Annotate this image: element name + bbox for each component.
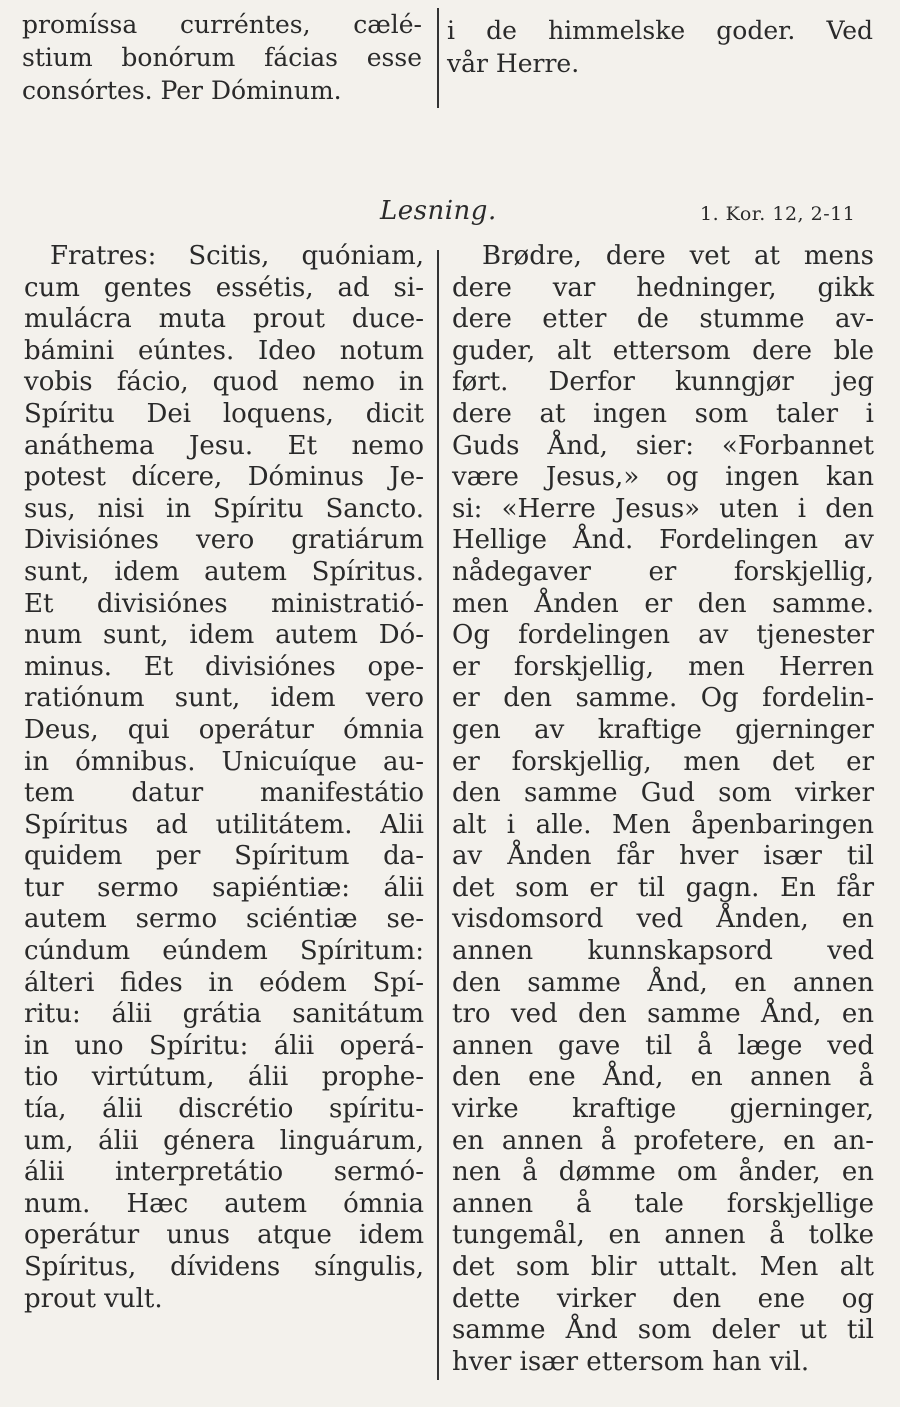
text-line: Divisiónes vero gratiárum	[24, 525, 424, 556]
text-line: virke kraftige gjerninger,	[452, 1094, 874, 1125]
text-line: promíssa curréntes, cælé-	[22, 10, 422, 39]
text-line: sus, nisi in Spíritu Sancto.	[24, 493, 424, 524]
text-line: det som er til gagn. En får	[452, 872, 874, 903]
text-line: alt i alle. Men åpenbaringen	[452, 809, 874, 840]
text-line: dere at ingen som taler i	[452, 398, 874, 429]
text-line: num. Hæc autem ómnia	[24, 1188, 424, 1219]
text-line: dere etter de stumme av-	[452, 304, 874, 335]
text-line: álii interpretátio sermó-	[24, 1157, 424, 1188]
top-latin-column	[22, 8, 422, 107]
text-line: dette virker den ene og	[452, 1283, 874, 1314]
text-line: tungemål, en annen å tolke	[452, 1220, 874, 1251]
text-line: i de himmelske goder. Ved	[447, 16, 873, 45]
text-line: Fratres: Scitis, quóniam,	[50, 241, 424, 271]
text-line: quidem per Spíritum da-	[24, 841, 424, 872]
text-line: Guds Ånd, sier: «Forbannet	[452, 430, 874, 461]
text-line: mulácra muta prout duce-	[24, 304, 424, 335]
text-line: er den samme. Og fordelin-	[452, 683, 874, 714]
text-line: er forskjellig, men Herren	[452, 651, 874, 682]
text-line: tía, álii discrétio spíritu-	[24, 1094, 424, 1125]
text-line: er forskjellig, men det er	[452, 746, 874, 777]
text-line: Hellige Ånd. Fordelingen av	[452, 525, 874, 556]
text-line: Spíritus, dívidens síngulis,	[24, 1252, 424, 1282]
text-line: den samme Gud som virker	[452, 778, 874, 809]
text-line: Og fordelingen av tjenester	[452, 620, 874, 651]
text-line: autem sermo sciéntiæ se-	[24, 904, 424, 935]
column-divider-main	[437, 250, 439, 1380]
text-line: den samme Ånd, en annen	[452, 967, 874, 998]
text-line: vobis fácio, quod nemo in	[24, 367, 424, 398]
reading-heading: Lesning.	[380, 196, 497, 226]
text-line: álteri fides in eódem Spí-	[24, 967, 424, 998]
text-line: ritu: álii grátia sanitátum	[24, 999, 424, 1030]
latin-reading-column	[24, 241, 424, 1315]
text-line: num sunt, idem autem Dó-	[24, 620, 424, 651]
text-line: nen å dømme om ånder, en	[452, 1157, 874, 1188]
text-line: minus. Et divisiónes ope-	[24, 651, 424, 682]
text-line: hver især ettersom han vil.	[452, 1346, 810, 1377]
text-line: samme Ånd som deler ut til	[452, 1315, 874, 1346]
text-line: av Ånden får hver især til	[452, 841, 874, 872]
text-line: cúndum eúndem Spíritum:	[24, 936, 424, 967]
text-line: Spíritu Dei loquens, dicit	[24, 398, 424, 429]
text-line: den ene Ånd, en annen å	[452, 1062, 874, 1093]
text-line: Brødre, dere vet at mens	[482, 241, 874, 271]
text-line: stium bonórum fácias esse	[22, 43, 422, 72]
text-line: bámini eúntes. Ideo notum	[24, 335, 424, 366]
text-line: si: «Herre Jesus» uten i den	[452, 493, 874, 524]
text-line: Deus, qui operátur ómnia	[24, 714, 424, 745]
text-line: Et divisiónes ministratió-	[24, 588, 424, 619]
text-line: potest dícere, Dóminus Je-	[24, 462, 424, 493]
text-line: cum gentes essétis, ad si-	[24, 272, 424, 303]
text-line: tio virtútum, álii prophe-	[24, 1062, 424, 1093]
text-line: ført. Derfor kunngjør jeg	[452, 367, 874, 398]
text-line: visdomsord ved Ånden, en	[452, 904, 874, 935]
text-line: in ómnibus. Unicuíque au-	[24, 746, 424, 777]
text-line: tur sermo sapiéntiæ: álii	[24, 872, 424, 903]
text-line: tro ved den samme Ånd, en	[452, 999, 874, 1030]
text-line: prout vult.	[24, 1283, 163, 1314]
text-line: men Ånden er den samme.	[452, 588, 874, 619]
text-line: tem datur manifestátio	[24, 778, 424, 809]
column-divider-top	[437, 8, 439, 108]
text-line: gen av kraftige gjerninger	[452, 714, 874, 745]
norwegian-reading-column	[452, 241, 874, 1378]
text-line: sunt, idem autem Spíritus.	[24, 556, 424, 587]
text-line: um, álii génera linguárum,	[24, 1125, 424, 1156]
text-line: det som blir uttalt. Men alt	[452, 1252, 874, 1282]
text-line: nådegaver er forskjellig,	[452, 556, 874, 587]
text-line: guder, alt ettersom dere ble	[452, 335, 874, 366]
text-line: vår Herre.	[447, 49, 580, 78]
text-line: annen å tale forskjellige	[452, 1188, 874, 1219]
text-line: en annen å profetere, en an-	[452, 1125, 874, 1156]
text-line: consórtes. Per Dóminum.	[22, 76, 342, 105]
text-line: annen gave til å læge ved	[452, 1030, 874, 1061]
text-line: anáthema Jesu. Et nemo	[24, 430, 424, 461]
text-line: dere var hedninger, gikk	[452, 272, 874, 303]
text-line: annen kunnskapsord ved	[452, 936, 874, 967]
scripture-reference: 1. Kor. 12, 2-11	[700, 203, 856, 225]
top-norwegian-column	[447, 14, 873, 80]
text-line: in uno Spíritu: álii operá-	[24, 1030, 424, 1061]
text-line: operátur unus atque idem	[24, 1220, 424, 1251]
text-line: være Jesus,» og ingen kan	[452, 462, 874, 493]
text-line: Spíritus ad utilitátem. Alii	[24, 809, 424, 840]
text-line: ratiónum sunt, idem vero	[24, 683, 424, 714]
